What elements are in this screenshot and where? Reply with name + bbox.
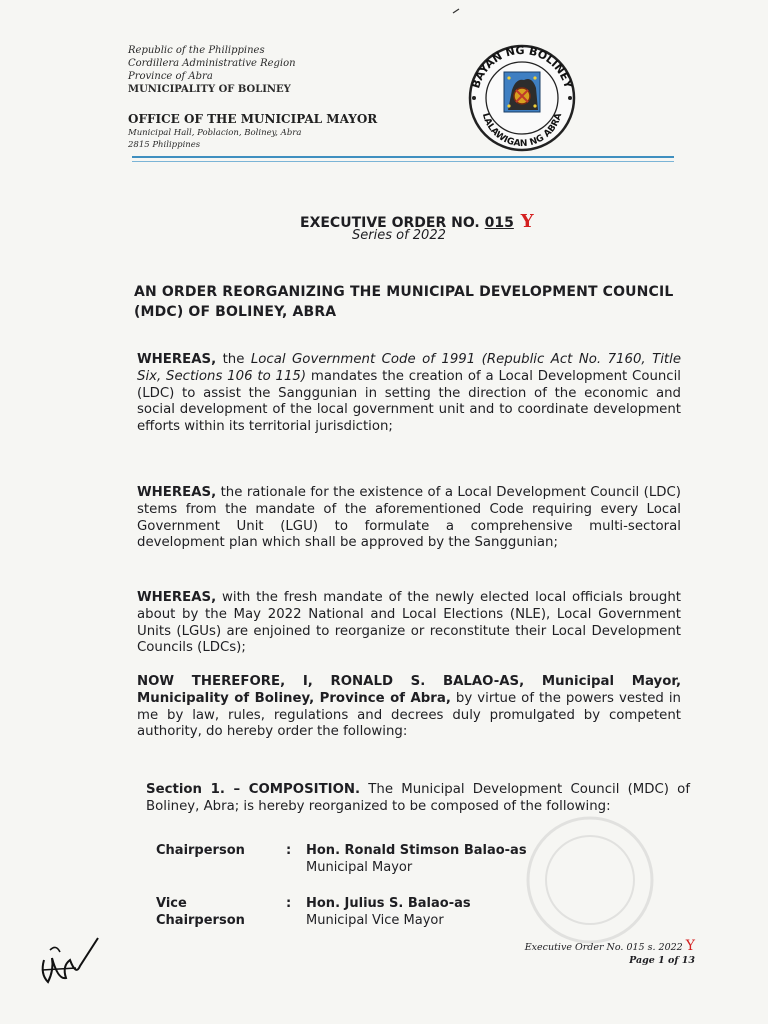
whereas-paragraph-1 (137, 352, 681, 436)
signature-icon (36, 930, 106, 990)
handwritten-mark: Y (520, 211, 534, 232)
composition-role: Vice Chairperson (156, 896, 245, 928)
member-name: Hon. Julius S. Balao-as (306, 896, 471, 911)
paragraph-text: the (216, 352, 251, 367)
paragraph-lead: NOW THEREFORE, I, RONALD S. BALAO-AS, Municipal Mayor, Municipality of Boliney, Province of Abra, (137, 674, 681, 706)
paragraph-lead: WHEREAS, (137, 352, 217, 367)
address-line-1: Municipal Hall, Poblacion, Boliney, Abra (128, 128, 302, 138)
municipality-line: MUNICIPALITY OF BOLINEY (128, 84, 291, 95)
order-heading: AN ORDER REORGANIZING THE MUNICIPAL DEVELOPMENT COUNCIL (MDC) OF BOLINEY, ABRA (134, 284, 674, 320)
page-footer (520, 940, 695, 967)
republic-line: Republic of the Philippines (128, 45, 265, 56)
eo-number: 015 (484, 215, 514, 231)
paragraph-citation: Local Government Code of 1991 (Republic Act No. 7160, Title Six, Sections 106 to 115) (137, 352, 681, 384)
seal-top-text: BAYAN NG BOLINEY (469, 43, 575, 90)
composition-member (306, 842, 527, 876)
whereas-paragraph-3 (137, 590, 681, 657)
composition-colon: : (286, 843, 292, 858)
pen-mark (452, 8, 460, 14)
letterhead-left (128, 44, 428, 151)
faint-stamp-icon (515, 810, 665, 950)
paragraph-text: the rationale for the existence of a Local Development Council (LDC) stems from the mandate of the aforementioned Code requiring every Local Government Unit (LGU) to formulate a comprehensive multi-sectoral development plan which shall be approved by the Sanggunian; (137, 485, 681, 551)
office-title: OFFICE OF THE MUNICIPAL MAYOR (128, 112, 378, 126)
paragraph-text: by virtue of the powers vested in me by law, rules, regulations and decrees duly promulgated by competent authority, do hereby order the following: (137, 690, 681, 740)
region-line: Cordillera Administrative Region (128, 58, 296, 69)
footer-ref-line (520, 940, 695, 954)
paragraph-text: mandates the creation of a Local Development Council (LDC) to assist the Sanggunian in setting the direction of the economic and social development of the local government unit and to coordinate development efforts within its territorial jurisdiction; (137, 368, 682, 435)
footer-handwritten-mark: Y (685, 938, 695, 954)
page-number: Page 1 of 13 (629, 955, 695, 966)
province-line: Province of Abra (128, 71, 213, 82)
member-title: Municipal Mayor (306, 860, 413, 875)
eo-series: Series of 2022 (352, 228, 446, 243)
composition-role: Chairperson (156, 843, 245, 858)
now-therefore-paragraph (137, 674, 681, 741)
paragraph-text: with the fresh mandate of the newly elected local officials brought about by the May 2022 National and Local Elections (NLE), Local Government Units (LGUs) are enjoined to reorganize or reconstitute their Local Development Councils (LDCs); (137, 590, 681, 656)
whereas-paragraph-2 (137, 485, 681, 552)
section-heading: Section 1. – COMPOSITION. (146, 782, 361, 797)
paragraph-lead: WHEREAS, (137, 590, 217, 605)
composition-colon: : (286, 896, 292, 911)
paragraph-text: The Municipal Development Council (MDC) of Boliney, Abra; is hereby reorganized to be composed of the following: (146, 782, 690, 814)
letterhead-rule-thin (132, 161, 674, 162)
seal-bottom-text: LALAWIGAN NG ABRA (479, 112, 565, 150)
municipal-seal-icon (452, 40, 592, 152)
paragraph-lead: WHEREAS, (137, 485, 217, 500)
composition-member (306, 895, 471, 929)
eo-title-prefix: EXECUTIVE ORDER NO. (300, 215, 480, 231)
letterhead-rule (132, 156, 674, 158)
member-title: Municipal Vice Mayor (306, 913, 444, 928)
address-line-2: 2815 Philippines (128, 140, 201, 150)
footer-reference: Executive Order No. 015 s. 2022 (524, 942, 683, 953)
member-name: Hon. Ronald Stimson Balao-as (306, 843, 527, 858)
